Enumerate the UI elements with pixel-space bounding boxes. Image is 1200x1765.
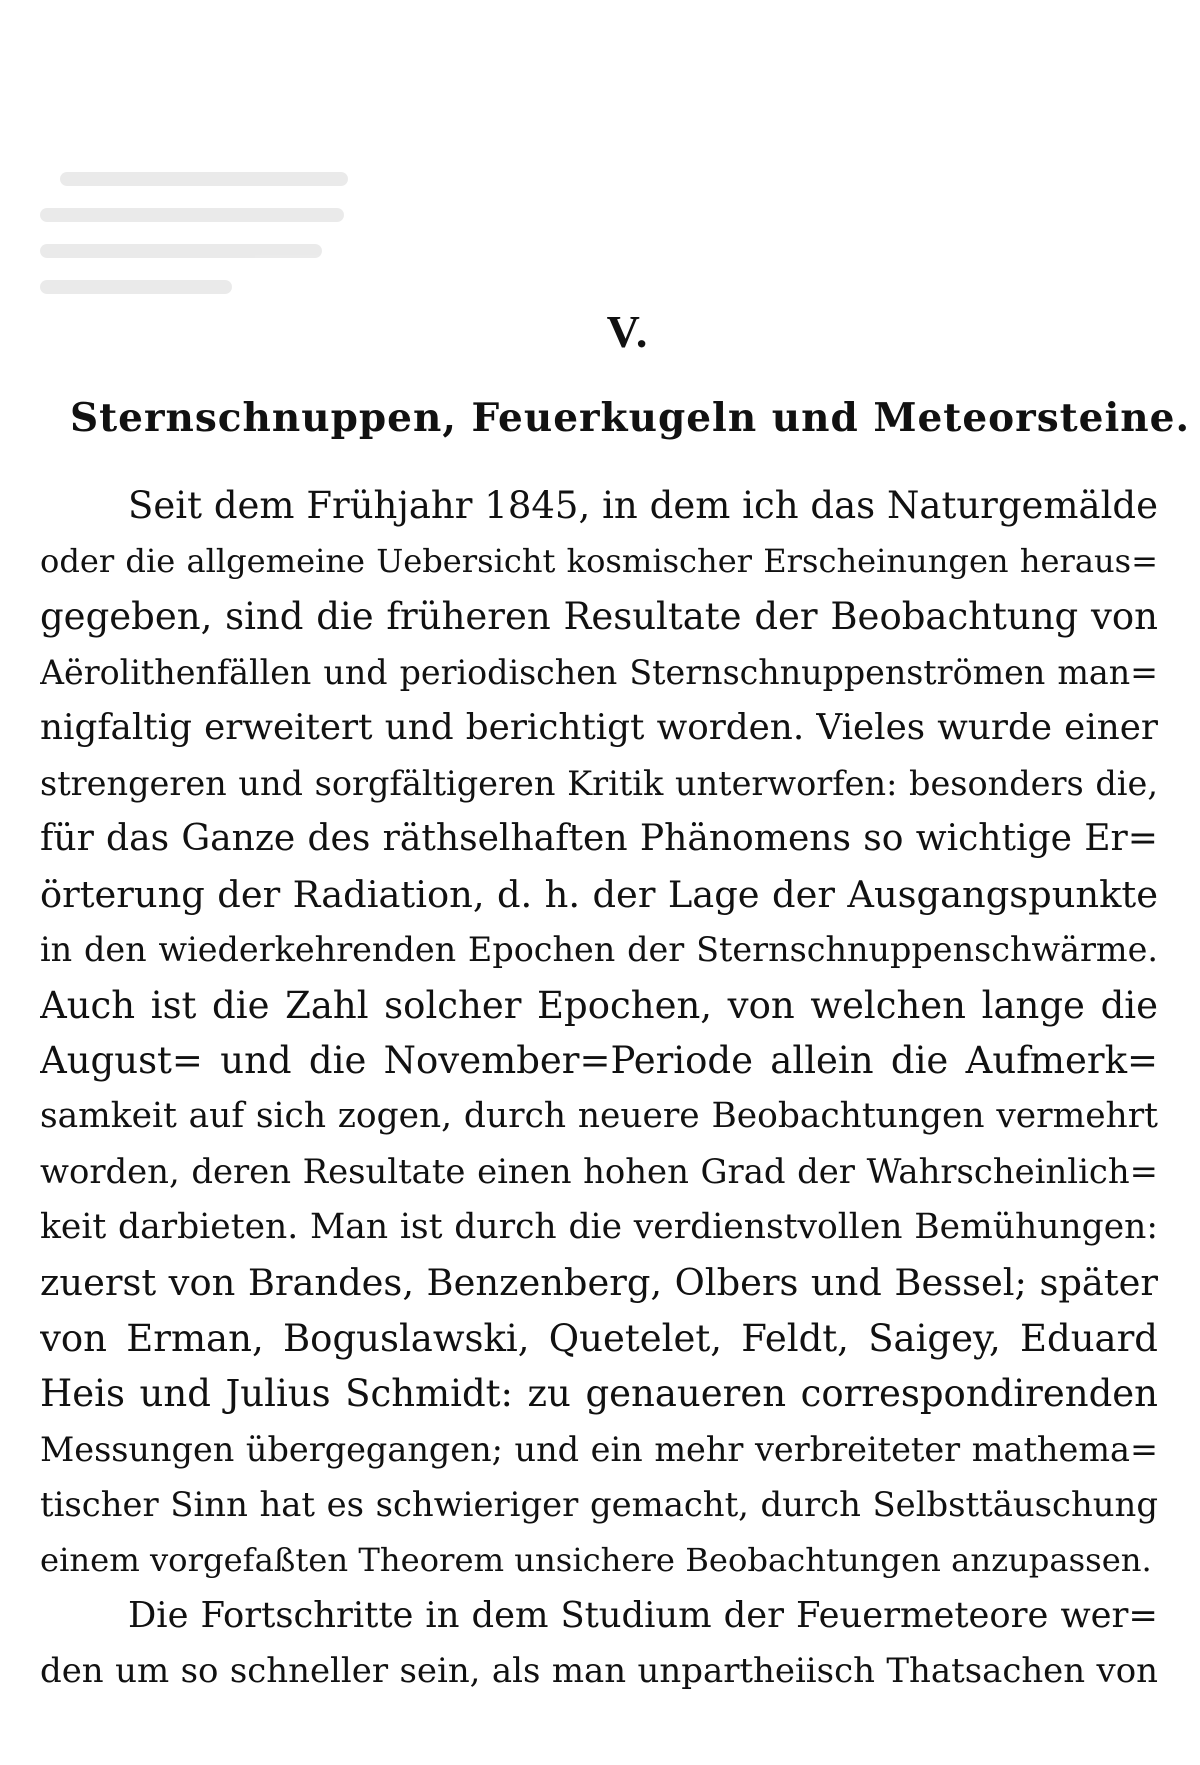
text-line: gegeben, sind die früheren Resultate der Beobachtung von xyxy=(40,595,1158,638)
text-line: tischer Sinn hat es schwieriger gemacht, durch Selbsttäuschung xyxy=(40,1485,1158,1524)
text-line: Heis und Julius Schmidt: zu genaueren correspondirenden xyxy=(40,1372,1158,1415)
text-line: von Erman, Boguslawski, Quetelet, Feldt, Saigey, Eduard xyxy=(40,1316,1158,1360)
text-line: einem vorgefaßten Theorem unsichere Beobachtungen anzupassen. xyxy=(40,1540,1152,1579)
text-line: keit darbieten. Man ist durch die verdienstvollen Bemühungen: xyxy=(40,1206,1158,1247)
text-line: August= und die November=Periode allein die Aufmerk= xyxy=(40,1039,1158,1082)
text-line: Auch ist die Zahl solcher Epochen, von welchen lange die xyxy=(40,983,1158,1027)
text-line: Messungen übergegangen; und ein mehr verbreiteter mathema= xyxy=(40,1429,1158,1469)
text-line: Die Fortschritte in dem Studium der Feuermeteore wer= xyxy=(128,1595,1158,1636)
chapter-title: Sternschnuppen, Feuerkugeln und Meteorsteine. xyxy=(69,395,1191,441)
text-line: den um so schneller sein, als man unpartheiisch Thatsachen von xyxy=(40,1651,1158,1691)
text-line: Aërolithenfällen und periodischen Sternschnuppenströmen man= xyxy=(40,652,1158,692)
body-text xyxy=(40,478,1158,1699)
chapter-number: V. xyxy=(606,306,650,357)
text-line: zuerst von Brandes, Benzenberg, Olbers und Bessel; später xyxy=(40,1261,1158,1304)
text-line: Seit dem Frühjahr 1845, in dem ich das Naturgemälde xyxy=(128,484,1158,527)
text-line: nigfaltig erweitert und berichtigt worden. Vieles wurde einer xyxy=(40,707,1158,748)
text-line: in den wiederkehrenden Epochen der Sternschnuppenschwärme. xyxy=(40,930,1158,969)
text-line: örterung der Radiation, d. h. der Lage der Ausgangspunkte xyxy=(40,872,1158,916)
text-line: für das Ganze des räthselhaften Phänomens so wichtige Er= xyxy=(40,817,1158,859)
text-line: strengeren und sorgfältigeren Kritik unterworfen: besonders die, xyxy=(40,763,1158,803)
text-line: oder die allgemeine Uebersicht kosmischer Erscheinungen heraus= xyxy=(40,541,1158,580)
text-line: worden, deren Resultate einen hohen Grad der Wahrscheinlich= xyxy=(40,1152,1158,1191)
text-line: samkeit auf sich zogen, durch neuere Beobachtungen vermehrt xyxy=(40,1095,1158,1136)
